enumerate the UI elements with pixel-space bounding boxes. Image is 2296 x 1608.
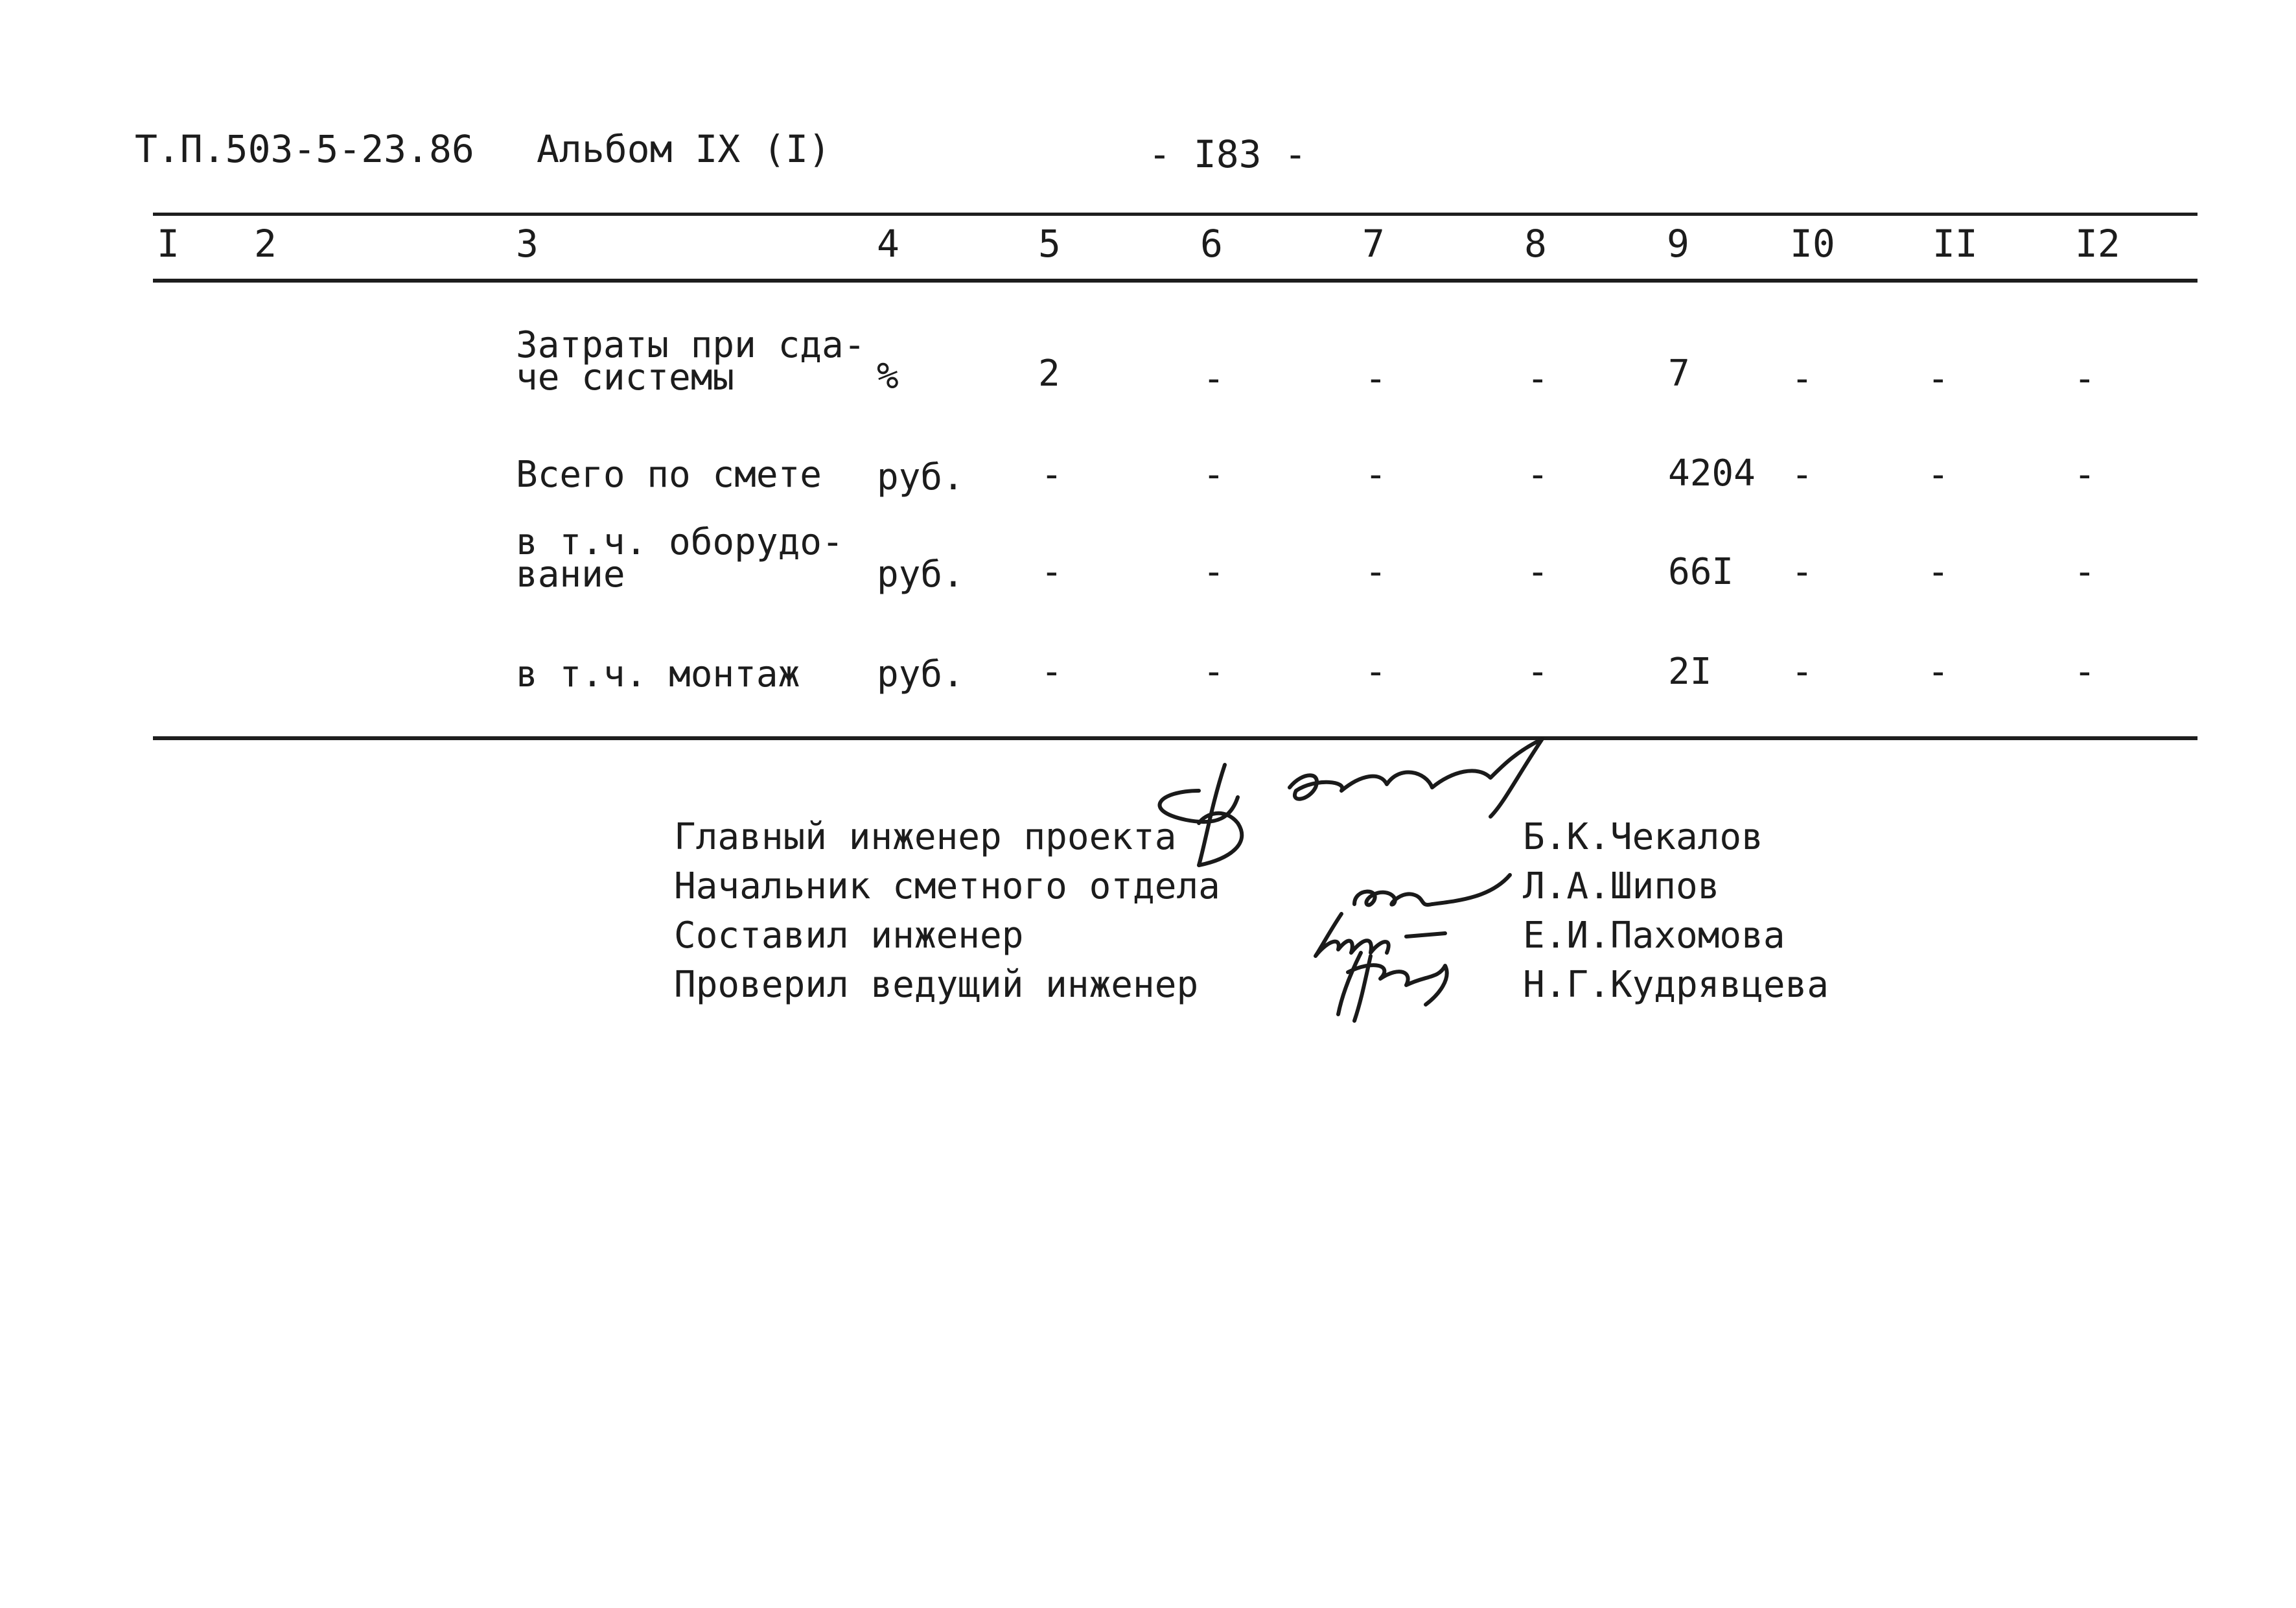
row-col12: - bbox=[2074, 651, 2096, 693]
column-number: I bbox=[157, 222, 180, 266]
row-col10: - bbox=[1791, 358, 1813, 400]
row-name-line: Всего по смете bbox=[516, 454, 822, 496]
row-unit: руб. bbox=[877, 553, 964, 596]
row-col6: - bbox=[1203, 651, 1225, 693]
row-name bbox=[516, 454, 822, 496]
row-col12: - bbox=[2074, 358, 2096, 400]
signature-position: Начальник сметного отдела bbox=[674, 865, 1220, 907]
table-header-rule bbox=[153, 279, 2197, 283]
row-name bbox=[516, 521, 844, 596]
row-name-line: в т.ч. монтаж bbox=[516, 653, 800, 695]
row-col10: - bbox=[1791, 454, 1813, 496]
row-col9: 66I bbox=[1668, 551, 1734, 593]
row-col9: 4204 bbox=[1668, 452, 1756, 495]
handwritten-signature-chief-engineer bbox=[1128, 726, 1594, 881]
row-col9: 2I bbox=[1668, 651, 1712, 693]
row-col8: - bbox=[1527, 358, 1549, 400]
row-col11: - bbox=[1927, 454, 1949, 496]
row-name-line: че системы bbox=[516, 356, 735, 399]
column-number: I0 bbox=[1790, 222, 1835, 266]
row-col7: - bbox=[1365, 551, 1387, 593]
row-col5: - bbox=[1041, 454, 1063, 496]
column-number: 3 bbox=[516, 222, 539, 266]
signature-name: Н.Г.Кудрявцева bbox=[1523, 964, 1829, 1006]
column-number: 2 bbox=[254, 222, 277, 266]
row-col8: - bbox=[1527, 551, 1549, 593]
row-col9: 7 bbox=[1668, 353, 1690, 395]
row-col6: - bbox=[1203, 551, 1225, 593]
album-label: Альбом IX (I) bbox=[537, 127, 831, 171]
row-col5: - bbox=[1041, 551, 1063, 593]
page-number: - I83 - bbox=[1148, 132, 1307, 176]
row-col5: - bbox=[1041, 651, 1063, 693]
row-col7: - bbox=[1365, 651, 1387, 693]
row-name-line: вание bbox=[516, 553, 625, 596]
column-number: 7 bbox=[1362, 222, 1385, 266]
column-number: 8 bbox=[1524, 222, 1547, 266]
row-unit: руб. bbox=[877, 653, 964, 695]
row-name bbox=[516, 653, 800, 695]
row-col11: - bbox=[1927, 651, 1949, 693]
signature-name: Б.К.Чекалов bbox=[1523, 816, 1763, 858]
row-col11: - bbox=[1927, 358, 1949, 400]
row-name bbox=[516, 324, 866, 399]
row-col10: - bbox=[1791, 651, 1813, 693]
column-number: 5 bbox=[1038, 222, 1061, 266]
row-unit: руб. bbox=[877, 456, 964, 498]
row-unit: % bbox=[877, 355, 899, 397]
signature-position: Составил инженер bbox=[674, 915, 1024, 957]
row-col10: - bbox=[1791, 551, 1813, 593]
row-col12: - bbox=[2074, 551, 2096, 593]
row-col7: - bbox=[1365, 454, 1387, 496]
row-name-line: в т.ч. оборудо- bbox=[516, 521, 844, 563]
row-col6: - bbox=[1203, 454, 1225, 496]
row-col8: - bbox=[1527, 651, 1549, 693]
column-number: II bbox=[1932, 222, 1978, 266]
row-col7: - bbox=[1365, 358, 1387, 400]
signature-position: Главный инженер проекта bbox=[674, 816, 1177, 858]
signature-name: Л.А.Шипов bbox=[1523, 865, 1720, 907]
column-number: 6 bbox=[1200, 222, 1223, 266]
table-top-rule bbox=[153, 213, 2197, 216]
column-number: I2 bbox=[2075, 222, 2120, 266]
row-col11: - bbox=[1927, 551, 1949, 593]
row-col5: 2 bbox=[1038, 353, 1060, 395]
handwritten-signature-checker bbox=[1309, 940, 1478, 1024]
signature-position: Проверил ведущий инженер bbox=[674, 964, 1199, 1006]
column-number: 4 bbox=[877, 222, 899, 266]
row-col12: - bbox=[2074, 454, 2096, 496]
column-number: 9 bbox=[1667, 222, 1689, 266]
row-name-line: Затраты при сда- bbox=[516, 324, 866, 366]
signature-name: Е.И.Пахомова bbox=[1523, 915, 1785, 957]
document-code: Т.П.503-5-23.86 bbox=[135, 127, 474, 171]
row-col8: - bbox=[1527, 454, 1549, 496]
row-col6: - bbox=[1203, 358, 1225, 400]
